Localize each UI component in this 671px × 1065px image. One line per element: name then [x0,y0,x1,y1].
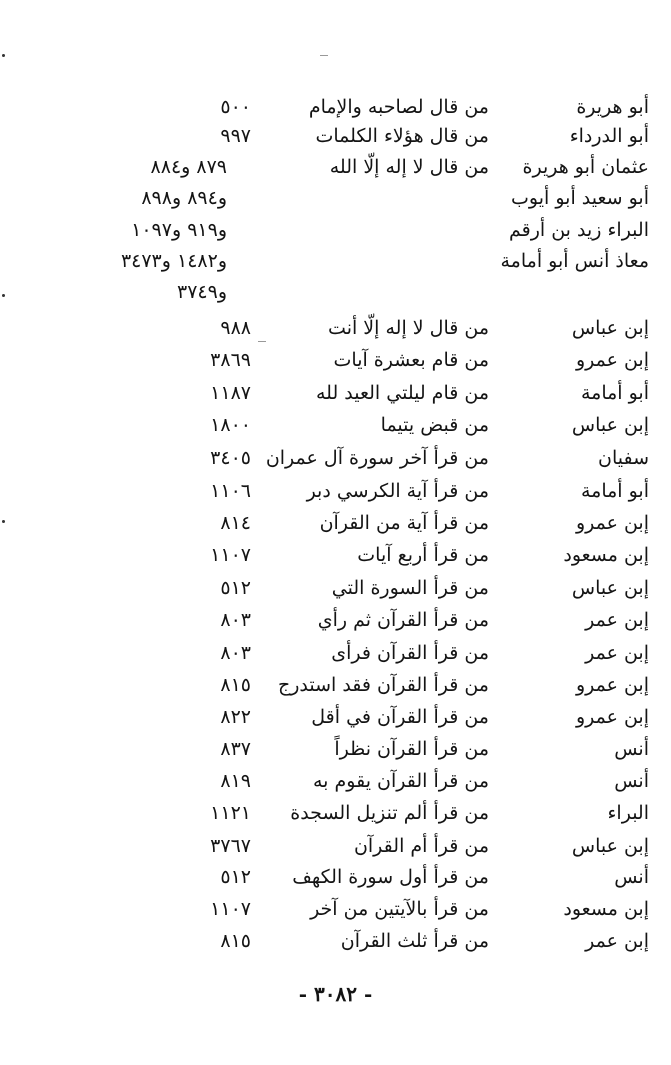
hadith-opening: من قرأ أربع آيات [357,544,489,566]
hadith-numbers: ٨٧٩ و٨٨٤ [150,156,227,178]
hadith-numbers: ١١٨٧ [210,382,251,404]
hadith-opening: من قال لصاحبه والإمام [308,96,489,118]
narrator-name: إبن عمر [585,609,649,631]
index-entry [0,443,671,473]
hadith-numbers: ١١٠٧ [210,544,251,566]
narrator-name: أنس [614,738,649,760]
hadith-numbers: و١٤٨٢ و٣٤٧٣ [120,250,227,272]
narrator-name: أبو هريرة [576,96,649,118]
index-entry [0,378,671,408]
hadith-opening: من قرأ ثلث القرآن [340,930,489,952]
index-entry [0,926,671,956]
index-entry [0,92,671,122]
narrator-name: إبن عباس [571,835,649,857]
hadith-numbers: ٨٢٢ [220,706,251,728]
hadith-numbers: ٨٣٧ [220,738,251,760]
index-entry [0,183,671,213]
margin-mark [2,54,5,57]
index-entry [0,798,671,828]
index-entry [0,313,671,343]
hadith-numbers: ١١٠٦ [210,480,251,502]
index-entry [0,638,671,668]
hadith-opening: من قرأ السورة التي [331,577,489,599]
hadith-numbers: و٨٩٤ و٨٩٨ [141,187,227,209]
index-entry [0,573,671,603]
narrator-name: أبو الدرداء [569,125,649,147]
hadith-numbers: ٨١٤ [220,512,251,534]
narrator-name: البراء زيد بن أرقم [509,219,649,241]
hadith-numbers: ٥١٢ [220,577,251,599]
hadith-numbers: ٨١٥ [220,930,251,952]
hadith-numbers: ١١٢١ [210,802,251,824]
hadith-opening: من قرأ آية من القرآن [319,512,489,534]
index-entry [0,121,671,151]
index-entry [0,670,671,700]
narrator-name: إبن عباس [571,414,649,436]
narrator-name: إبن عباس [571,577,649,599]
index-entry [0,540,671,570]
hadith-numbers: ٩٩٧ [220,125,251,147]
index-entry [0,831,671,861]
hadith-numbers: ٥٠٠ [220,96,251,118]
narrator-name: إبن عمرو [575,349,649,371]
hadith-opening: من قبض يتيما [380,414,489,436]
page-number: - ٣٠٨٢ - [298,982,373,1006]
hadith-opening: من قال هؤلاء الكلمات [315,125,489,147]
hadith-numbers: ٩٨٨ [220,317,251,339]
hadith-numbers: ٨١٥ [220,674,251,696]
hadith-numbers: و٩١٩ و١٠٩٧ [131,219,227,241]
hadith-opening: من قام ليلتي العيد لله [315,382,489,404]
narrator-name: أنس [614,866,649,888]
index-entry [0,894,671,924]
hadith-opening: من قرأ آخر سورة آل عمران [265,447,489,469]
hadith-numbers: ٥١٢ [220,866,251,888]
narrator-name: إبن عمرو [575,512,649,534]
hadith-opening: من قرأ آية الكرسي دبر [306,480,489,502]
hadith-opening: من قرأ ألم تنزيل السجدة [290,802,489,824]
hadith-opening: من قرأ القرآن فرأى [331,642,489,664]
index-entry [0,345,671,375]
hadith-numbers: ١٨٠٠ [210,414,251,436]
narrator-name: إبن عمر [585,642,649,664]
narrator-name: إبن عباس [571,317,649,339]
narrator-name: أبو أمامة [580,480,649,502]
index-entry [0,410,671,440]
index-entry [0,476,671,506]
narrator-name: أنس [614,770,649,792]
index-entry [0,152,671,182]
index-entry [0,508,671,538]
hadith-opening: من قرأ أول سورة الكهف [292,866,489,888]
hadith-numbers: ٨٠٣ [220,642,251,664]
index-entry [0,605,671,635]
hadith-opening: من قال لا إله إلّا الله [329,156,489,178]
hadith-opening: من قرأ بالآيتين من آخر [310,898,489,920]
narrator-name: أبو أمامة [580,382,649,404]
index-entry [0,862,671,892]
index-entry [0,277,671,307]
narrator-name: عثمان أبو هريرة [522,156,649,178]
hadith-numbers: ٣٨٦٩ [210,349,251,371]
hadith-opening: من قام بعشرة آيات [333,349,489,371]
narrator-name: سفيان [597,447,649,469]
narrator-name: إبن مسعود [563,544,649,566]
hadith-opening: من قرأ القرآن فقد استدرج [277,674,489,696]
hadith-opening: من قال لا إله إلّا أنت [328,317,489,339]
index-entry [0,246,671,276]
hadith-numbers: و٣٧٤٩ [176,281,227,303]
narrator-name: إبن مسعود [563,898,649,920]
hadith-numbers: ٣٧٦٧ [210,835,251,857]
hadith-numbers: ٨١٩ [220,770,251,792]
narrator-name: البراء [607,802,649,824]
narrator-name: إبن عمر [585,930,649,952]
hadith-opening: من قرأ أم القرآن [353,835,489,857]
hadith-numbers: ٨٠٣ [220,609,251,631]
hadith-opening: من قرأ القرآن في أقل [311,706,489,728]
hadith-opening: من قرأ القرآن نظراً [334,738,489,760]
index-entry [0,215,671,245]
narrator-name: أبو سعيد أبو أيوب [511,187,649,209]
hadith-numbers: ١١٠٧ [210,898,251,920]
hadith-opening: من قرأ القرآن يقوم به [313,770,489,792]
narrator-name: إبن عمرو [575,706,649,728]
narrator-name: إبن عمرو [575,674,649,696]
hadith-numbers: ٣٤٠٥ [210,447,251,469]
scan-mark [320,55,328,56]
hadith-opening: من قرأ القرآن ثم رأي [317,609,489,631]
index-entry [0,734,671,764]
index-entry [0,702,671,732]
index-entry [0,766,671,796]
narrator-name: معاذ أنس أبو أمامة [500,250,649,272]
